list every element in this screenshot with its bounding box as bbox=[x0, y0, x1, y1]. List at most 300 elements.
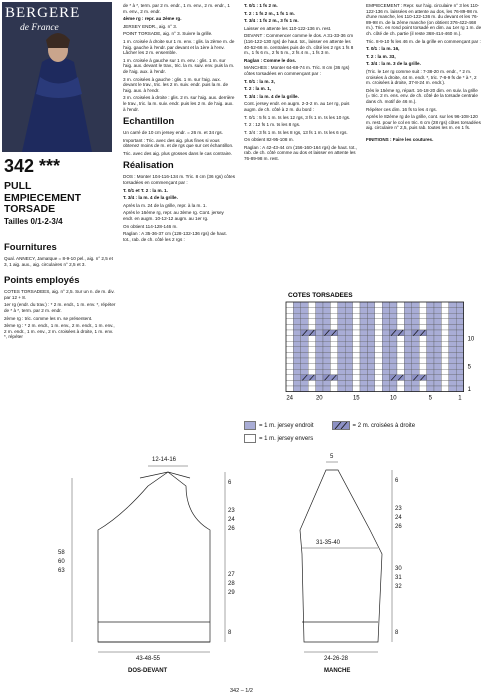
chart-cell bbox=[338, 324, 345, 330]
chart-cell bbox=[293, 308, 300, 314]
chart-cell bbox=[360, 369, 367, 375]
chart-cell bbox=[360, 330, 367, 336]
chart-cell bbox=[353, 352, 360, 358]
chart-cell bbox=[456, 319, 463, 325]
chart-cell bbox=[449, 330, 456, 336]
chart-cell bbox=[338, 386, 345, 392]
svg-text:26: 26 bbox=[228, 526, 235, 532]
svg-text:31: 31 bbox=[395, 575, 402, 581]
chart-cell bbox=[330, 302, 337, 308]
chart-cell bbox=[367, 364, 374, 370]
sweater-figure bbox=[2, 2, 112, 152]
chart-cell bbox=[286, 330, 293, 336]
chart-cell bbox=[412, 341, 419, 347]
column-3: T. 0/1 : 1 fs 2 m. T. 2 : 1 fs 2 m., 1 fs 1 m. T. 3/4 : 1 fs 2 m., 3 fs 1 m. Laisser en attente les 110-122-136 m. rest. DEVANT : Commencer comme le dos. A 31-33-36 cm (116-122-130 rgs) de haut. tot., laisser en attente les 40-52-66 m. centrales puis de ch. côté les 2 rgs 1 fs 8 m., 1 fs 6 m., 2 fs 5 m., 2 fs 4 m., 1 fs 3 m. Raglan : Comme le dos. MANCHES : Monter 64-68-74 m. Tric. 8 cm (36 rgs) côtes torsadées en commençant par : T. 0/1 : la m. 3, T. 2 : la m. 1, T. 3/4 : la m. 4 de la grille. Cont. jersey endr. en augm. 2-3-2 m. au 1er rg, puis augm. de ch. côté à 2 m. du bord : T. 0/1 : 5 fs 1 m. ts les 12 rgs, 3 fs 1 m. ts les 10 rgs. T. 2 : 12 fs 1 m. ts les 8 rgs. T. 3/4 : 3 fs 1 m. ts les 8 rgs, 13 fs 1 m. ts les 6 rgs. On obtient 82-95-108 m. Raglan : A 42-43-44 cm (156-160-164 rgs) de haut. tot., rab. de ch. côté comme au dos et laisser en attente les 76-89-98 m. rest. bbox=[244, 3, 357, 162]
chart-cell bbox=[367, 347, 374, 353]
chart-cell bbox=[316, 358, 323, 364]
chart-cell bbox=[390, 313, 397, 319]
chart-cell bbox=[360, 364, 367, 370]
chart-cell bbox=[360, 341, 367, 347]
chart-cell bbox=[367, 380, 374, 386]
chart-cell bbox=[301, 308, 308, 314]
chart-cell bbox=[353, 336, 360, 342]
chart-cell bbox=[434, 375, 441, 381]
chart-cell bbox=[316, 313, 323, 319]
chart-cell bbox=[375, 375, 382, 381]
chart-cell bbox=[427, 347, 434, 353]
chart-cell bbox=[316, 308, 323, 314]
chart-cell bbox=[427, 358, 434, 364]
chart-cell bbox=[441, 319, 448, 325]
chart-cell bbox=[360, 319, 367, 325]
chart-cell bbox=[323, 341, 330, 347]
chart-cell bbox=[345, 380, 352, 386]
chart-cell bbox=[434, 380, 441, 386]
chart-cell bbox=[434, 358, 441, 364]
chart-cell bbox=[390, 386, 397, 392]
chart-cell bbox=[330, 386, 337, 392]
chart-cell bbox=[419, 313, 426, 319]
chart-cell bbox=[338, 380, 345, 386]
chart-cell bbox=[419, 347, 426, 353]
chart-cell bbox=[308, 308, 315, 314]
chart-cell bbox=[404, 330, 411, 336]
stitch-chart bbox=[238, 288, 488, 418]
chart-cell bbox=[434, 336, 441, 342]
chart-cell bbox=[390, 341, 397, 347]
chart-cell bbox=[404, 364, 411, 370]
sleeve-label: MANCHE bbox=[324, 668, 351, 674]
chart-cell bbox=[308, 358, 315, 364]
schematic-diagram bbox=[40, 446, 460, 682]
chart-cell bbox=[382, 336, 389, 342]
chart-cell bbox=[456, 302, 463, 308]
chart-cell bbox=[427, 308, 434, 314]
chart-cell bbox=[330, 319, 337, 325]
column-1: Fournitures Qual. ANNECY, Jamaïque = 8-9-10 pel., aig. n° 2,5 et 3, 1 aig. aux., aig. circulaires n° 2,5 et 3. Points employés COTES TORSADEES, aig. n° 2,5. Sur un n. de m. div. par 12 + 8. 1er rg (endr. du trav.) : * 2 m. endr., 1 m. env. *, répéter de * à *, term. par 2 m. endr. 2ème rg : tric. comme les m. se présentent. 3ème rg : * 2 m. endr., 1 m. env., 2 m. endr., 1 m. env., 2 m. endr., 1 m. env., 2 m. croisées à droite, 1 m. env. *, répéter bbox=[4, 242, 116, 340]
chart-cell bbox=[308, 364, 315, 370]
chart-cell bbox=[412, 313, 419, 319]
chart-cell bbox=[427, 352, 434, 358]
chart-y-tick: 5 bbox=[467, 364, 471, 371]
chart-cell bbox=[449, 324, 456, 330]
chart-cell bbox=[427, 319, 434, 325]
chart-cell bbox=[390, 380, 397, 386]
chart-cell bbox=[301, 347, 308, 353]
chart-cell bbox=[367, 341, 374, 347]
chart-cell bbox=[308, 341, 315, 347]
sleeve-width: 31-35-40 bbox=[316, 540, 341, 546]
chart-cell bbox=[286, 308, 293, 314]
chart-cell bbox=[449, 347, 456, 353]
chart-cell bbox=[286, 341, 293, 347]
chart-cell bbox=[338, 336, 345, 342]
chart-cell bbox=[375, 386, 382, 392]
sleeve-bottom-width: 24-26-28 bbox=[324, 656, 349, 662]
chart-cell bbox=[330, 352, 337, 358]
svg-text:58: 58 bbox=[58, 550, 65, 556]
chart-cell bbox=[338, 369, 345, 375]
chart-cell bbox=[323, 313, 330, 319]
chart-cell bbox=[316, 352, 323, 358]
chart-cell bbox=[456, 347, 463, 353]
chart-cell bbox=[404, 375, 411, 381]
chart-cell bbox=[404, 352, 411, 358]
svg-text:27: 27 bbox=[228, 572, 235, 578]
chart-cell bbox=[286, 386, 293, 392]
chart-cell bbox=[434, 308, 441, 314]
chart-cell bbox=[345, 313, 352, 319]
chart-cell bbox=[397, 319, 404, 325]
chart-cell bbox=[427, 341, 434, 347]
chart-cell bbox=[434, 324, 441, 330]
chart-cell bbox=[449, 336, 456, 342]
chart-cell bbox=[293, 319, 300, 325]
chart-cell bbox=[382, 369, 389, 375]
chart-cell bbox=[412, 358, 419, 364]
chart-cell bbox=[345, 341, 352, 347]
chart-cell bbox=[338, 347, 345, 353]
chart-cell bbox=[375, 302, 382, 308]
svg-text:24: 24 bbox=[395, 515, 402, 521]
svg-text:6: 6 bbox=[228, 480, 232, 486]
chart-cell bbox=[390, 358, 397, 364]
chart-cell bbox=[412, 352, 419, 358]
chart-cell bbox=[323, 369, 330, 375]
chart-cell bbox=[375, 358, 382, 364]
chart-cell bbox=[345, 347, 352, 353]
chart-cell bbox=[286, 319, 293, 325]
chart-cell bbox=[382, 319, 389, 325]
chart-cell bbox=[404, 369, 411, 375]
chart-cell bbox=[316, 302, 323, 308]
pattern-number: 342 *** bbox=[4, 156, 61, 176]
chart-cell bbox=[286, 369, 293, 375]
chart-cell bbox=[412, 308, 419, 314]
chart-cell bbox=[316, 341, 323, 347]
chart-cell bbox=[330, 308, 337, 314]
chart-cell bbox=[404, 341, 411, 347]
chart-cell bbox=[404, 324, 411, 330]
chart-cell bbox=[375, 341, 382, 347]
chart-cell bbox=[301, 341, 308, 347]
chart-cell bbox=[434, 386, 441, 392]
chart-cell bbox=[419, 319, 426, 325]
column-2: de * à *, term. par 2 m. endr., 1 m. env., 2 m. endr., 1 m. env., 2 m. endr. 4ème rg : repr. au 2ème rg. JERSEY ENDR., aig. n° 3. POINT TORSADE, aig. n° 3. Suivre la grille. 1 m. croisée à droite sur 1 m. env. : glis. la 2ème m. de l'aig. gauche à l'endr. par devant et la 1ère à l'env. Lâcher les 2 m. ensemble. 1 m. croisée à gauche sur 1 m. env. : glis. 1 m. sur l'aig. aux. devant le trav., tric. la m. suiv. env. puis la m. de l'aig. aux. à l'endr. 3 m. croisées à gauche : glis. 1 m. sur l'aig. aux. devant le trav., tric. les 2 m. suiv. endr. puis la m. de l'aig. aux. à l'endr. 3 m. croisées à droite : glis. 2 m. sur l'aig. aux. derrière le trav., tric. la m. suiv. endr. puis les 2 m. de l'aig. aux. à l'endr. Echantillon Un carré de 10 cm jersey endr. = 26 m. et 34 rgs. Important : Tric. avec des aig. plus fines si vous obtenez moins de m. et de rgs que sur cet échantillon. Tric. avec des aig. plus grosses dans le cas contraire. Réalisation DOS : Monter 104-116-134 m. Tric. 8 cm (36 rgs) côtes torsadées en commençant par : T. 0/1 et T. 2 : la m. 1. T. 3/4 : la m. 4 de la grille. Après la m. 24 de la grille, repr. à la m. 1. Après le 16ème rg, repr. au 3ème rg. Cont. jersey endr. en augm. 10-12-12 augm. au 1er rg. On obtient 114-128-146 m. Raglan : A 35-36-37 cm (128-132-136 rgs) de haut. tot., rab. de ch. côté les 2 rgs : bbox=[123, 3, 235, 242]
chart-cell bbox=[441, 313, 448, 319]
chart-cell bbox=[456, 369, 463, 375]
chart-cell bbox=[404, 308, 411, 314]
echantillon-heading: Echantillon bbox=[123, 116, 175, 128]
chart-cell bbox=[293, 347, 300, 353]
chart-cell bbox=[449, 375, 456, 381]
chart-cell bbox=[390, 364, 397, 370]
chart-cell bbox=[419, 364, 426, 370]
chart-cell bbox=[397, 336, 404, 342]
chart-cell bbox=[419, 324, 426, 330]
chart-cell bbox=[412, 324, 419, 330]
chart-cell bbox=[390, 324, 397, 330]
chart-cell bbox=[301, 386, 308, 392]
chart-cell bbox=[301, 313, 308, 319]
chart-cell bbox=[367, 336, 374, 342]
chart-cell bbox=[353, 380, 360, 386]
chart-cell bbox=[353, 302, 360, 308]
chart-cell bbox=[286, 352, 293, 358]
chart-cell bbox=[286, 375, 293, 381]
chart-cell bbox=[360, 308, 367, 314]
chart-cell bbox=[390, 347, 397, 353]
chart-cell bbox=[427, 313, 434, 319]
chart-cell bbox=[330, 313, 337, 319]
chart-cell bbox=[375, 336, 382, 342]
chart-cell bbox=[375, 369, 382, 375]
chart-cell bbox=[419, 369, 426, 375]
chart-cell bbox=[360, 302, 367, 308]
chart-x-tick: 24 bbox=[286, 395, 294, 402]
chart-cell bbox=[382, 364, 389, 370]
chart-cell bbox=[338, 341, 345, 347]
chart-cell bbox=[441, 324, 448, 330]
chart-cell bbox=[293, 375, 300, 381]
chart-cell bbox=[427, 330, 434, 336]
chart-cell bbox=[441, 380, 448, 386]
chart-cell bbox=[434, 364, 441, 370]
chart-title: COTES TORSADEES bbox=[288, 292, 353, 299]
chart-cell bbox=[419, 358, 426, 364]
chart-cell bbox=[316, 369, 323, 375]
chart-cell bbox=[375, 319, 382, 325]
chart-cell bbox=[316, 324, 323, 330]
chart-cell bbox=[323, 364, 330, 370]
chart-x-tick: 10 bbox=[389, 395, 397, 402]
chart-cell bbox=[441, 364, 448, 370]
chart-cell bbox=[308, 324, 315, 330]
chart-cell bbox=[456, 341, 463, 347]
chart-cell bbox=[353, 347, 360, 353]
chart-cell bbox=[367, 308, 374, 314]
chart-cell bbox=[345, 375, 352, 381]
chart-cell bbox=[397, 352, 404, 358]
chart-cell bbox=[456, 336, 463, 342]
chart-cell bbox=[441, 330, 448, 336]
chart-x-tick: 15 bbox=[352, 395, 360, 402]
chart-cell bbox=[382, 347, 389, 353]
chart-cell bbox=[360, 313, 367, 319]
chart-cell bbox=[293, 386, 300, 392]
chart-cell bbox=[367, 386, 374, 392]
svg-text:26: 26 bbox=[395, 524, 402, 530]
chart-cell bbox=[427, 380, 434, 386]
chart-cell bbox=[308, 313, 315, 319]
chart-cell bbox=[456, 324, 463, 330]
chart-cell bbox=[397, 347, 404, 353]
chart-cell bbox=[441, 336, 448, 342]
legend-purl: = 1 m. jersey envers bbox=[259, 435, 314, 442]
chart-cell bbox=[456, 330, 463, 336]
svg-text:8: 8 bbox=[395, 630, 399, 636]
chart-cell bbox=[301, 324, 308, 330]
chart-cell bbox=[434, 347, 441, 353]
chart-cell bbox=[323, 380, 330, 386]
chart-cell bbox=[345, 352, 352, 358]
chart-cell bbox=[456, 352, 463, 358]
chart-grid bbox=[286, 302, 464, 392]
chart-cell bbox=[293, 330, 300, 336]
front-top-width: 12-14-16 bbox=[152, 457, 177, 463]
chart-cell bbox=[330, 358, 337, 364]
chart-cell bbox=[412, 364, 419, 370]
chart-cell bbox=[412, 369, 419, 375]
chart-cell bbox=[367, 330, 374, 336]
chart-cell bbox=[449, 386, 456, 392]
chart-cell bbox=[382, 352, 389, 358]
chart-cell bbox=[301, 369, 308, 375]
chart-cell bbox=[419, 302, 426, 308]
chart-cell bbox=[338, 364, 345, 370]
chart-cell bbox=[397, 313, 404, 319]
chart-cell bbox=[338, 302, 345, 308]
pattern-title: PULL EMPIECEMENT TORSADE Tailles 0/1-2-3/4 bbox=[4, 180, 82, 226]
chart-cell bbox=[330, 341, 337, 347]
chart-cell bbox=[293, 341, 300, 347]
chart-y-tick: 10 bbox=[467, 336, 475, 343]
chart-cell bbox=[375, 347, 382, 353]
chart-cell bbox=[441, 369, 448, 375]
chart-x-tick: 5 bbox=[428, 395, 432, 402]
chart-cell bbox=[353, 330, 360, 336]
chart-cell bbox=[286, 380, 293, 386]
fournitures-heading: Fournitures bbox=[4, 242, 57, 253]
chart-cell bbox=[338, 319, 345, 325]
chart-cell bbox=[286, 364, 293, 370]
chart-cell bbox=[382, 313, 389, 319]
chart-cell bbox=[360, 380, 367, 386]
legend-cross: = 2 m. croisées à droite bbox=[352, 422, 416, 429]
chart-cell bbox=[293, 358, 300, 364]
chart-cell bbox=[441, 308, 448, 314]
chart-cell bbox=[375, 380, 382, 386]
chart-cell bbox=[308, 319, 315, 325]
chart-cell bbox=[286, 302, 293, 308]
chart-cell bbox=[419, 380, 426, 386]
chart-cell bbox=[449, 302, 456, 308]
chart-cell bbox=[456, 375, 463, 381]
chart-cell bbox=[360, 352, 367, 358]
chart-cell bbox=[382, 302, 389, 308]
chart-cell bbox=[449, 313, 456, 319]
chart-cell bbox=[360, 358, 367, 364]
chart-cell bbox=[338, 313, 345, 319]
chart-cell bbox=[427, 364, 434, 370]
chart-cell bbox=[434, 341, 441, 347]
svg-text:63: 63 bbox=[58, 568, 65, 574]
chart-cell bbox=[308, 347, 315, 353]
chart-cell bbox=[397, 341, 404, 347]
model-photo: BERGERE de France bbox=[2, 2, 112, 152]
chart-cell bbox=[412, 380, 419, 386]
chart-cell bbox=[375, 352, 382, 358]
chart-cell bbox=[330, 369, 337, 375]
chart-cell bbox=[316, 336, 323, 342]
chart-cell bbox=[323, 319, 330, 325]
chart-cell bbox=[316, 347, 323, 353]
chart-cell bbox=[286, 347, 293, 353]
chart-cell bbox=[427, 336, 434, 342]
chart-cell bbox=[397, 302, 404, 308]
chart-cell bbox=[427, 386, 434, 392]
cross-swatch bbox=[332, 421, 350, 430]
chart-cell bbox=[293, 324, 300, 330]
chart-cell bbox=[434, 319, 441, 325]
chart-cell bbox=[390, 302, 397, 308]
chart-cell bbox=[345, 302, 352, 308]
chart-cell bbox=[375, 313, 382, 319]
chart-cell bbox=[412, 336, 419, 342]
chart-cell bbox=[308, 302, 315, 308]
chart-cell bbox=[293, 336, 300, 342]
chart-cell bbox=[449, 308, 456, 314]
chart-legend bbox=[244, 421, 484, 443]
chart-cell bbox=[397, 369, 404, 375]
chart-cell bbox=[456, 386, 463, 392]
chart-cell bbox=[456, 380, 463, 386]
chart-cell bbox=[316, 319, 323, 325]
chart-cell bbox=[367, 375, 374, 381]
chart-cell bbox=[353, 341, 360, 347]
chart-cell bbox=[419, 341, 426, 347]
svg-text:60: 60 bbox=[58, 559, 65, 565]
chart-cell bbox=[323, 324, 330, 330]
chart-cell bbox=[301, 352, 308, 358]
chart-cell bbox=[397, 380, 404, 386]
chart-cell bbox=[419, 308, 426, 314]
chart-cell bbox=[456, 358, 463, 364]
chart-cell bbox=[404, 302, 411, 308]
chart-cell bbox=[345, 386, 352, 392]
chart-cell bbox=[308, 336, 315, 342]
chart-cell bbox=[434, 330, 441, 336]
chart-cell bbox=[293, 364, 300, 370]
chart-cell bbox=[301, 319, 308, 325]
chart-cell bbox=[449, 358, 456, 364]
chart-cell bbox=[441, 358, 448, 364]
chart-cell bbox=[316, 380, 323, 386]
chart-cell bbox=[427, 302, 434, 308]
chart-cell bbox=[301, 364, 308, 370]
chart-cell bbox=[345, 324, 352, 330]
chart-cell bbox=[330, 380, 337, 386]
chart-cell bbox=[330, 336, 337, 342]
chart-cell bbox=[449, 364, 456, 370]
chart-cell bbox=[301, 302, 308, 308]
chart-cell bbox=[419, 336, 426, 342]
chart-cell bbox=[375, 324, 382, 330]
chart-cell bbox=[434, 369, 441, 375]
chart-cell bbox=[301, 336, 308, 342]
chart-cell bbox=[367, 358, 374, 364]
chart-cell bbox=[375, 330, 382, 336]
chart-cell bbox=[456, 308, 463, 314]
chart-cell bbox=[316, 330, 323, 336]
chart-cell bbox=[330, 324, 337, 330]
sizes: Tailles 0/1-2-3/4 bbox=[4, 216, 63, 226]
chart-cell bbox=[382, 375, 389, 381]
chart-cell bbox=[382, 358, 389, 364]
chart-cell bbox=[390, 319, 397, 325]
chart-cell bbox=[390, 369, 397, 375]
chart-cell bbox=[412, 386, 419, 392]
